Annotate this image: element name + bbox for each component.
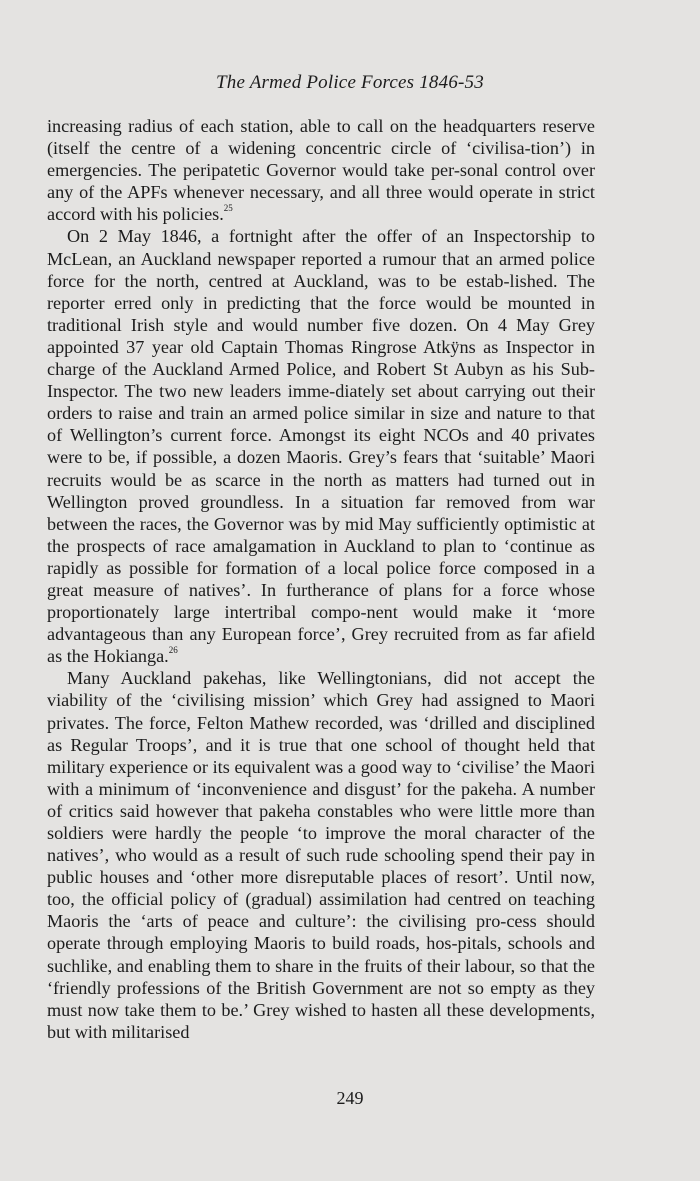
paragraph-1-text: increasing radius of each station, able to call on the headquarters reserve (itself the centre of a widening concentric circle of ‘civilisa-tion’) in emergencies. The peripatetic Governor would take per-sonal control over any of the APFs whenever necessary, and all three would operate in strict accord with his policies. bbox=[47, 116, 595, 225]
footnote-ref-26[interactable]: 26 bbox=[168, 645, 178, 656]
body-text bbox=[47, 115, 595, 1043]
footnote-ref-25[interactable]: 25 bbox=[223, 203, 233, 214]
paragraph-2-text: On 2 May 1846, a fortnight after the offer of an Inspectorship to McLean, an Auckland newspaper reported a rumour that an armed police force for the north, centred at Auckland, was to be estab-lished. The reporter erred only in predicting that the force would be mounted in traditional Irish style and would number five dozen. On 4 May Grey appointed 37 year old Captain Thomas Ringrose Atkÿns as Inspector in charge of the Auckland Armed Police, and Robert St Aubyn as his Sub-Inspector. The two new leaders imme-diately set about carrying out their orders to raise and train an armed police similar in size and nature to that of Wellington’s current force. Amongst its eight NCOs and 40 privates were to be, if possible, a dozen Maoris. Grey’s fears that ‘suitable’ Maori recruits would be as scarce in the north as matters had turned out in Wellington proved groundless. In a situation far removed from war between the races, the Governor was by mid May sufficiently optimistic at the prospects of race amalgamation in Auckland to plan to ‘continue as rapidly as possible for formation of a local police force composed in a great measure of natives’. In furtherance of plans for a force whose proportionately large intertribal compo-nent would make it ‘more advantageous than any European force’, Grey recruited from as far afield as the Hokianga. bbox=[47, 226, 595, 667]
paragraph-3 bbox=[47, 667, 595, 1043]
page-number: 249 bbox=[336, 1088, 364, 1108]
paragraph-3-text: Many Auckland pakehas, like Wellingtonians, did not accept the viability of the ‘civilising mission’ which Grey had assigned to Maori privates. The force, Felton Mathew recorded, was ‘drilled and disciplined as Regular Troops’, and it is true that one school of thought held that military experience or its equivalent was a good way to ‘civilise’ the Maori with a minimum of ‘inconvenience and disgust’ for the pakeha. A number of critics said however that pakeha constables who were little more than soldiers were hardly the people ‘to improve the moral character of the natives’, who would as a result of such rude schooling spend their pay in public houses and ‘other more disreputable places of resort’. Until now, too, the official policy of (gradual) assimilation had centred on teaching Maoris the ‘arts of peace and culture’: the civilising pro-cess should operate through employing Maoris to build roads, hos-pitals, schools and suchlike, and enabling them to share in the fruits of their labour, so that the ‘friendly professions of the British Government are not so empty as they must now take them to be.’ Grey wished to hasten all these developments, but with militarised bbox=[47, 668, 595, 1042]
paragraph-1 bbox=[47, 115, 595, 225]
running-head: The Armed Police Forces 1846-53 bbox=[216, 72, 484, 93]
paragraph-2 bbox=[47, 225, 595, 667]
